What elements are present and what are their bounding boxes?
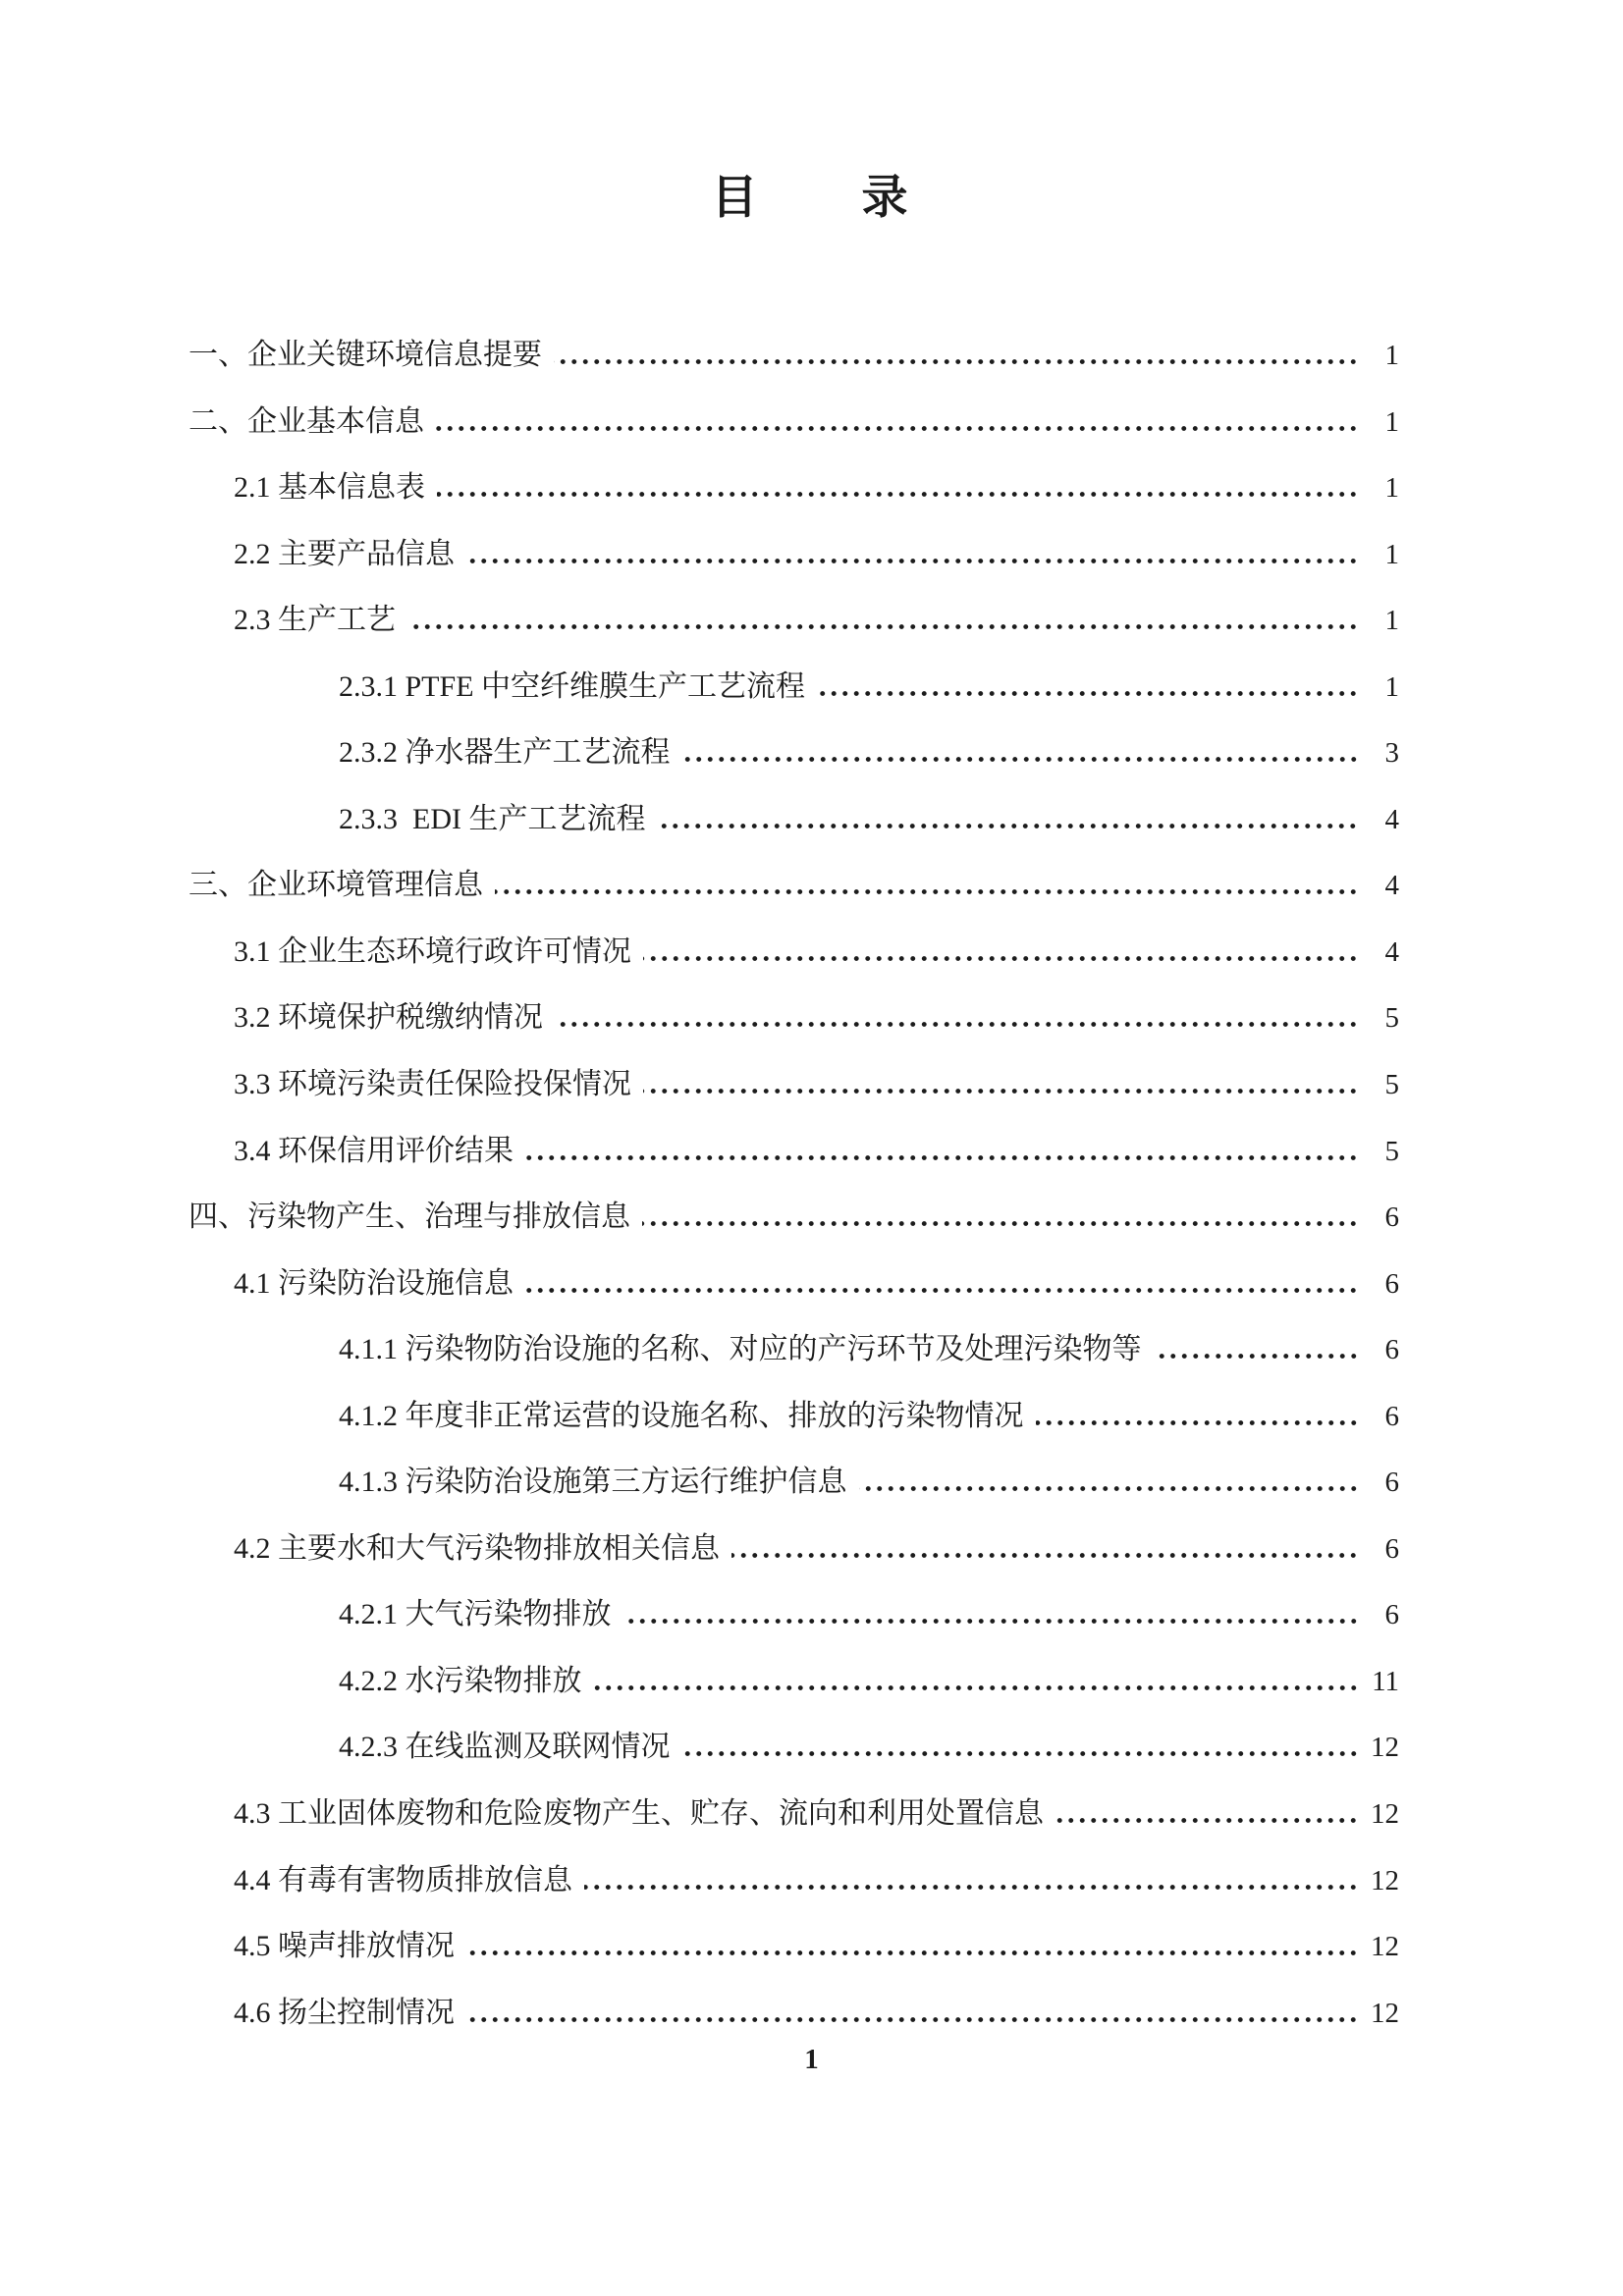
toc-entry xyxy=(189,786,1399,853)
dot-leader xyxy=(525,1288,1359,1293)
toc-entry-label: 2.3.1 PTFE 中空纤维膜生产工艺流程 xyxy=(339,669,806,703)
dot-leader xyxy=(643,1089,1359,1094)
toc-title: 目 录 xyxy=(711,173,912,224)
toc-entry-page: 5 xyxy=(1384,1069,1399,1101)
dot-leader xyxy=(407,624,1359,629)
toc-entry xyxy=(189,389,1399,455)
toc-entry-page: 12 xyxy=(1371,1997,1399,2029)
toc-entry-page: 12 xyxy=(1371,1732,1399,1764)
dot-leader xyxy=(466,559,1359,563)
toc-entry-label: 4.6 扬尘控制情况 xyxy=(234,1996,455,2029)
dot-leader xyxy=(525,1155,1359,1160)
toc-entry xyxy=(189,1118,1399,1185)
toc-entry-label: 2.3 生产工艺 xyxy=(234,604,396,637)
toc-entry-page: 1 xyxy=(1384,605,1399,637)
dot-leader xyxy=(657,824,1359,828)
toc-entry-label: 4.1.1 污染物防治设施的名称、对应的产污环节及处理污染物等 xyxy=(339,1333,1142,1366)
toc-entry xyxy=(189,1913,1399,1980)
toc-entry-page: 4 xyxy=(1384,803,1399,835)
toc-entry-page: 6 xyxy=(1384,1400,1399,1432)
dot-leader xyxy=(642,1221,1359,1226)
toc-entry xyxy=(189,322,1399,389)
toc-entry-label: 2.3.3 EDI 生产工艺流程 xyxy=(339,802,646,835)
toc-entry-page: 1 xyxy=(1384,340,1399,371)
toc-entry xyxy=(189,1449,1399,1516)
toc-entry xyxy=(189,1316,1399,1383)
toc-entry-label: 4.2 主要水和大气污染物排放相关信息 xyxy=(234,1531,720,1565)
dot-leader xyxy=(555,1022,1359,1027)
toc-entry xyxy=(189,1051,1399,1118)
toc-entry-page: 11 xyxy=(1372,1665,1399,1697)
dot-leader xyxy=(466,2017,1359,2022)
dot-leader xyxy=(436,426,1359,431)
page-number-footer: 1 xyxy=(804,2044,819,2075)
toc-entry-page: 3 xyxy=(1384,737,1399,770)
toc-entry-label: 2.3.2 净水器生产工艺流程 xyxy=(339,736,671,770)
dot-leader xyxy=(466,1950,1359,1955)
toc-entry-label: 3.1 企业生态环境行政许可情况 xyxy=(234,934,631,968)
toc-entry xyxy=(189,1714,1399,1781)
toc-entry-label: 4.5 噪声排放情况 xyxy=(234,1930,455,1963)
toc-entry-page: 1 xyxy=(1384,538,1399,570)
toc-entry-label: 4.1.2 年度非正常运营的设施名称、排放的污染物情况 xyxy=(339,1399,1024,1432)
toc-entry-page: 12 xyxy=(1371,1931,1399,1963)
dot-leader xyxy=(1154,1354,1360,1359)
toc-entry-page: 6 xyxy=(1384,1599,1399,1631)
toc-entry-label: 二、企业基本信息 xyxy=(189,404,424,438)
toc-entry-label: 3.3 环境污染责任保险投保情况 xyxy=(234,1068,631,1101)
dot-leader xyxy=(731,1553,1359,1558)
toc-entry-label: 4.3 工业固体废物和危险废物产生、贮存、流向和利用处置信息 xyxy=(234,1797,1044,1831)
toc-entry-page: 4 xyxy=(1384,870,1399,902)
toc-entry-label: 3.2 环境保护税缴纳情况 xyxy=(234,1001,543,1035)
toc-entry xyxy=(189,1781,1399,1847)
dot-leader xyxy=(859,1486,1360,1491)
toc-entry-label: 4.2.2 水污染物排放 xyxy=(339,1664,582,1697)
toc-entry-page: 6 xyxy=(1384,1532,1399,1565)
toc-entry-page: 6 xyxy=(1384,1201,1399,1234)
toc-entry-label: 3.4 环保信用评价结果 xyxy=(234,1134,514,1167)
toc-entry xyxy=(189,852,1399,919)
toc-entry xyxy=(189,587,1399,654)
toc-entry-label: 4.1.3 污染防治设施第三方运行维护信息 xyxy=(339,1466,847,1499)
toc-entry xyxy=(189,1847,1399,1914)
toc-entry-page: 4 xyxy=(1384,935,1399,968)
toc-entry-label: 四、污染物产生、治理与排放信息 xyxy=(189,1201,630,1234)
toc-entry xyxy=(189,521,1399,588)
dot-leader xyxy=(643,956,1359,961)
toc-entry xyxy=(189,1184,1399,1251)
dot-leader xyxy=(817,691,1359,696)
toc-entry xyxy=(189,1581,1399,1648)
toc-entry xyxy=(189,1383,1399,1450)
toc-entry-page: 6 xyxy=(1384,1334,1399,1366)
dot-leader xyxy=(594,1685,1360,1690)
dot-leader xyxy=(1055,1818,1359,1823)
dot-leader xyxy=(1036,1420,1360,1425)
toc-entry-page: 1 xyxy=(1384,472,1399,505)
dot-leader xyxy=(682,1751,1360,1756)
toc-entry xyxy=(189,1251,1399,1317)
toc-entry-label: 4.2.3 在线监测及联网情况 xyxy=(339,1731,671,1764)
toc-entry-label: 4.1 污染防治设施信息 xyxy=(234,1266,514,1300)
toc-entry xyxy=(189,654,1399,721)
toc-entry-page: 6 xyxy=(1384,1267,1399,1300)
toc-entry xyxy=(189,1516,1399,1582)
toc-entry-page: 5 xyxy=(1384,1135,1399,1167)
toc-entry-page: 12 xyxy=(1371,1864,1399,1896)
dot-leader xyxy=(682,757,1360,762)
toc-entry-page: 12 xyxy=(1371,1798,1399,1831)
dot-leader xyxy=(437,492,1359,497)
toc-entry-page: 6 xyxy=(1384,1467,1399,1499)
toc-entry xyxy=(189,1648,1399,1715)
toc-list xyxy=(189,322,1399,2046)
toc-entry-page: 1 xyxy=(1384,670,1399,703)
toc-entry xyxy=(189,1980,1399,2047)
toc-entry-label: 2.1 基本信息表 xyxy=(234,471,425,505)
toc-entry-label: 2.2 主要产品信息 xyxy=(234,537,455,570)
dot-leader xyxy=(623,1619,1360,1624)
toc-entry-label: 一、企业关键环境信息提要 xyxy=(189,339,542,371)
toc-entry xyxy=(189,919,1399,986)
dot-leader xyxy=(495,889,1359,894)
dot-leader xyxy=(584,1885,1359,1890)
toc-entry-label: 三、企业环境管理信息 xyxy=(189,869,483,902)
toc-entry-label: 4.2.1 大气污染物排放 xyxy=(339,1598,612,1631)
toc-entry xyxy=(189,454,1399,521)
toc-entry xyxy=(189,985,1399,1051)
toc-entry xyxy=(189,720,1399,786)
toc-entry-label: 4.4 有毒有害物质排放信息 xyxy=(234,1863,572,1896)
toc-entry-page: 5 xyxy=(1384,1002,1399,1035)
dot-leader xyxy=(554,359,1359,364)
toc-entry-page: 1 xyxy=(1384,405,1399,438)
